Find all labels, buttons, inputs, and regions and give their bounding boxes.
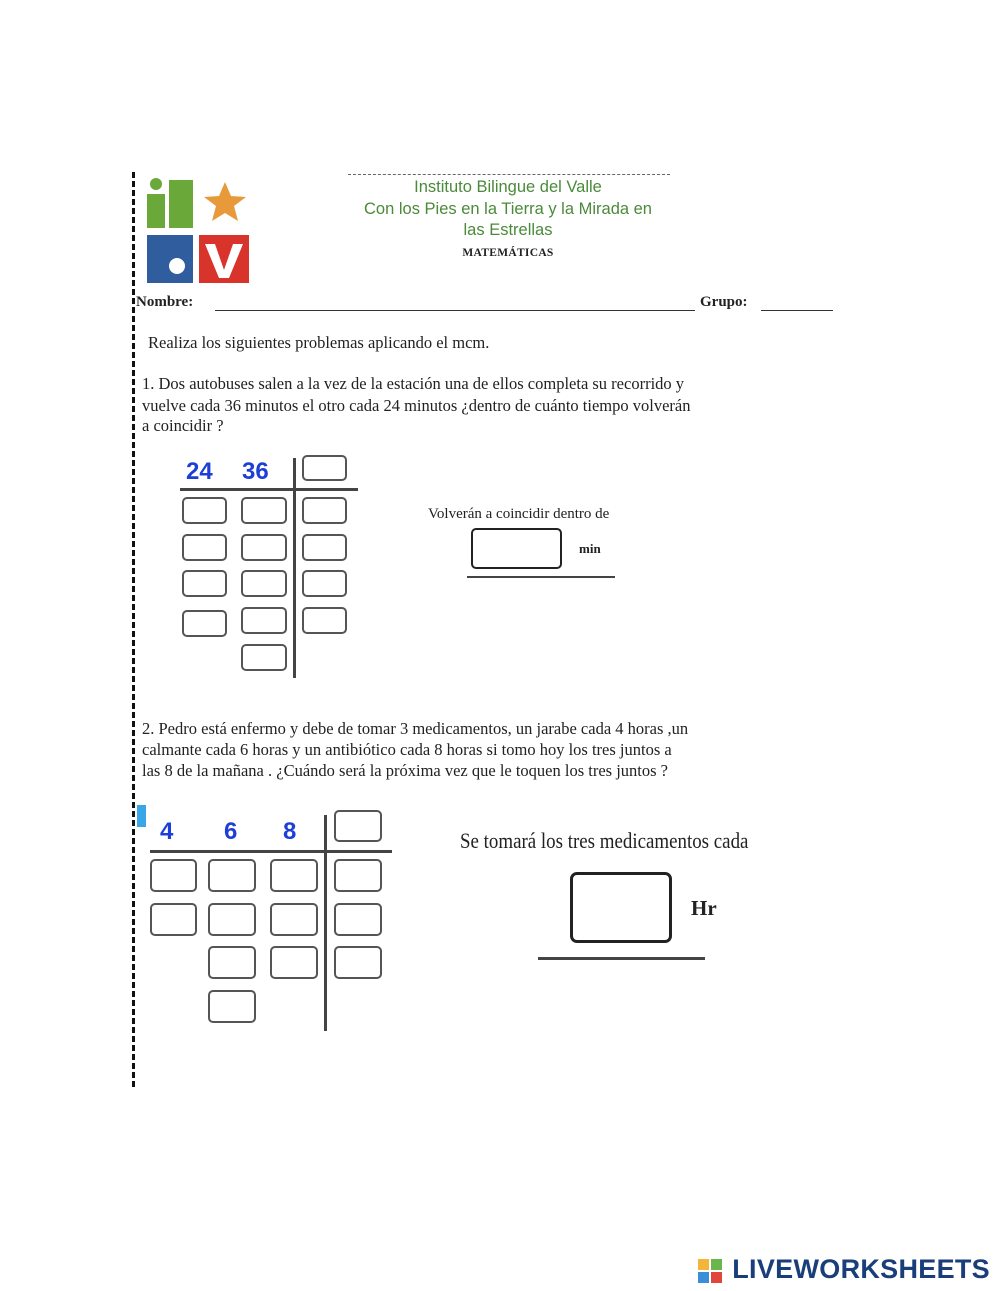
p2-factor-box[interactable]	[334, 810, 382, 842]
problem2-unit: Hr	[691, 896, 717, 920]
school-name: Instituto Bilingue del Valle	[414, 178, 602, 196]
p2-col3-box[interactable]	[270, 903, 318, 936]
problem2-answer-box[interactable]	[570, 872, 672, 943]
p2-col3-box[interactable]	[270, 859, 318, 892]
subject-title: MATEMÁTICAS	[462, 247, 554, 259]
p1-factor-box[interactable]	[302, 534, 347, 561]
p2-factor-box[interactable]	[334, 946, 382, 979]
p1-factor-box[interactable]	[302, 497, 347, 524]
p2-col1-box[interactable]	[150, 903, 197, 936]
p1-col1-box[interactable]	[182, 534, 227, 561]
group-label: Grupo:	[700, 294, 748, 310]
problem2-number-4: 4	[160, 818, 174, 845]
problem1-answer-label: Volverán a coincidir dentro de	[428, 506, 610, 522]
p1-factor-box[interactable]	[302, 570, 347, 597]
school-logo	[145, 178, 251, 286]
problem1-vertical-rule	[293, 458, 296, 678]
p2-col3-box[interactable]	[270, 946, 318, 979]
problem1-number-36: 36	[242, 458, 269, 485]
problem1-number-24: 24	[186, 458, 213, 485]
p2-col1-box[interactable]	[150, 859, 197, 892]
p1-col2-box[interactable]	[241, 497, 287, 524]
p1-col2-box[interactable]	[241, 570, 287, 597]
problem1-answer-underline	[467, 576, 615, 578]
problem2-vertical-rule	[324, 815, 327, 1031]
name-label: Nombre:	[136, 294, 194, 310]
p1-col2-box[interactable]	[241, 644, 287, 671]
p2-col2-box[interactable]	[208, 946, 256, 979]
motto-line-2: las Estrellas	[463, 221, 553, 239]
problem1-line3: a coincidir ?	[142, 416, 224, 435]
header-dashed-border	[348, 174, 670, 175]
p1-factor-box[interactable]	[302, 455, 347, 481]
left-dashed-border	[132, 172, 135, 1087]
p2-col2-box[interactable]	[208, 990, 256, 1023]
problem2-number-8: 8	[283, 818, 297, 845]
p2-factor-box[interactable]	[334, 859, 382, 892]
problem1-unit: min	[579, 541, 601, 556]
problem2-line1: 2. Pedro está enfermo y debe de tomar 3 medicamentos, un jarabe cada 4 horas ,un	[142, 719, 689, 738]
group-field[interactable]	[761, 310, 833, 311]
motto-line-1: Con los Pies en la Tierra y la Mirada en	[364, 200, 652, 218]
p1-col1-box[interactable]	[182, 497, 227, 524]
p1-col2-box[interactable]	[241, 534, 287, 561]
problem2-answer-label: Se tomará los tres medicamentos cada	[460, 828, 749, 853]
problem1-line1: 1. Dos autobuses salen a la vez de la estación una de ellos completa su recorrido y	[142, 374, 685, 393]
problem2-horizontal-rule	[150, 850, 392, 853]
text-cursor-marker	[137, 805, 146, 827]
problem2-number-6: 6	[224, 818, 238, 845]
p2-factor-box[interactable]	[334, 903, 382, 936]
problem1-answer-box[interactable]	[471, 528, 562, 569]
name-field[interactable]	[215, 310, 695, 311]
p1-factor-box[interactable]	[302, 607, 347, 634]
problem1-horizontal-rule	[180, 488, 358, 491]
problem2-line3: las 8 de la mañana . ¿Cuándo será la próxima vez que le toquen los tres juntos ?	[142, 761, 669, 780]
p1-col1-box[interactable]	[182, 570, 227, 597]
liveworksheets-logo-icon	[698, 1259, 722, 1283]
p2-col2-box[interactable]	[208, 903, 256, 936]
problem2-line2: calmante cada 6 horas y un antibiótico cada 8 horas si tomo hoy los tres juntos a	[142, 740, 672, 759]
liveworksheets-brand: LIVEWORKSHEETS	[732, 1254, 990, 1284]
p1-col2-box[interactable]	[241, 607, 287, 634]
p2-col2-box[interactable]	[208, 859, 256, 892]
p1-col1-box[interactable]	[182, 610, 227, 637]
instructions: Realiza los siguientes problemas aplicando el mcm.	[148, 333, 490, 352]
problem1-line2: vuelve cada 36 minutos el otro cada 24 minutos ¿dentro de cuánto tiempo volverán	[142, 396, 691, 415]
problem2-answer-underline	[538, 957, 705, 960]
